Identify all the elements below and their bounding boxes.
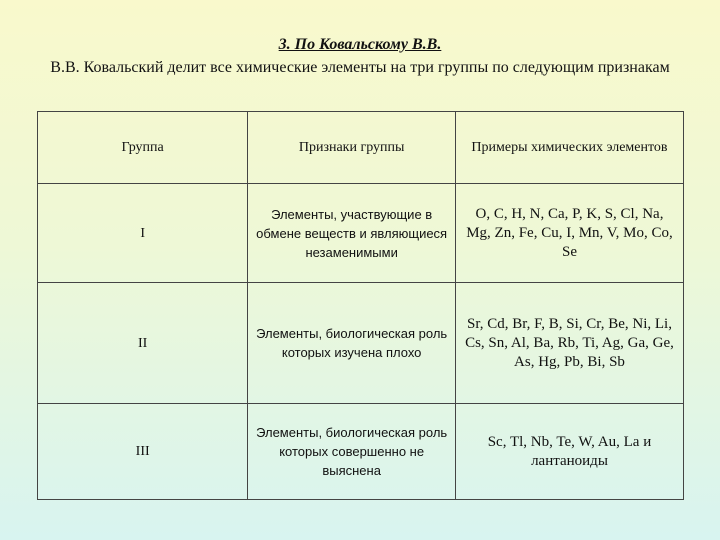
page-subtitle: В.В. Ковальский делит все химические элементы на три группы по следующим признакам xyxy=(50,59,670,76)
table-row xyxy=(38,283,684,404)
examples-cell: Sr, Cd, Br, F, B, Si, Cr, Be, Ni, Li, Cs, Sn, Al, Ba, Rb, Ti, Ag, Ga, Ge, As, Hg, Pb, Bi, Sb xyxy=(455,283,683,404)
header-signs: Признаки группы xyxy=(248,112,456,184)
signs-cell: Элементы, биологическая роль которых совершенно не выяснена xyxy=(248,404,456,500)
examples-cell: Sc, Tl, Nb, Te, W, Au, La и лантаноиды xyxy=(455,404,683,500)
group-cell: I xyxy=(38,184,248,283)
examples-cell: O, C, H, N, Ca, P, K, S, Cl, Na, Mg, Zn, Fe, Cu, I, Mn, V, Mo, Co, Se xyxy=(455,184,683,283)
header-examples: Примеры химических элементов xyxy=(455,112,683,184)
signs-cell: Элементы, биологическая роль которых изучена плохо xyxy=(248,283,456,404)
header-group: Группа xyxy=(38,112,248,184)
group-cell: III xyxy=(38,404,248,500)
table-row xyxy=(38,184,684,283)
page-title: 3. По Ковальскому В.В. xyxy=(278,36,442,53)
table-header-row xyxy=(38,112,684,184)
signs-cell: Элементы, участвующие в обмене веществ и являющиеся незаменимыми xyxy=(248,184,456,283)
group-cell: II xyxy=(38,283,248,404)
element-groups-table xyxy=(37,111,684,500)
table-row xyxy=(38,404,684,500)
